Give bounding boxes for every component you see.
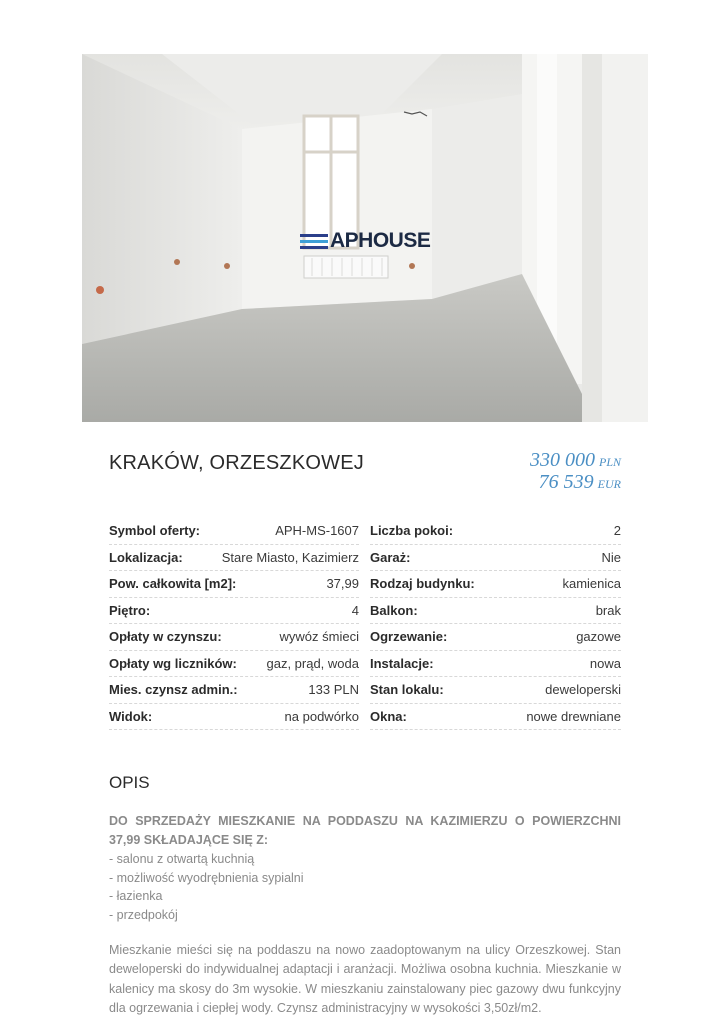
detail-label: Lokalizacja: [109, 549, 183, 565]
aphouse-logo [300, 230, 430, 252]
detail-value: brak [595, 602, 621, 618]
detail-row [370, 545, 621, 572]
detail-value: 4 [351, 602, 359, 618]
detail-row [109, 651, 359, 678]
detail-value: 37,99 [326, 576, 359, 592]
detail-row [370, 518, 621, 545]
price-eur-currency: EUR [597, 477, 621, 491]
detail-row [370, 571, 621, 598]
price-pln [530, 450, 621, 472]
logo-text: APHOUSE [330, 229, 431, 252]
detail-value: 133 PLN [308, 682, 359, 698]
detail-label: Mies. czynsz admin.: [109, 682, 238, 698]
detail-value: deweloperski [545, 682, 621, 698]
detail-value: APH-MS-1607 [275, 523, 359, 539]
detail-label: Piętro: [109, 602, 151, 618]
list-item: - łazienka [109, 889, 163, 903]
details-right-column [370, 518, 621, 730]
detail-value: wywóz śmieci [279, 629, 359, 645]
detail-value: nowe drewniane [526, 708, 621, 724]
detail-value: gazowe [576, 629, 621, 645]
detail-row [109, 571, 359, 598]
detail-label: Opłaty w czynszu: [109, 629, 222, 645]
description-heading: OPIS [109, 773, 150, 792]
detail-label: Garaż: [370, 549, 411, 565]
listing-title: KRAKÓW, ORZESZKOWEJ [109, 452, 364, 474]
detail-row [109, 624, 359, 651]
description-paragraph: Mieszkanie mieści się na poddaszu na nowo zaadoptowanym na ulicy Orzeszkowej. Stan deweloperski do indywidualnej adaptacji i aranżacji. Możliwa osobna kuchnia. Mieszkanie w kalenicy ma skosy do 3m wysokie. W mieszkaniu zainstalowany piec gazowy dwu funkcyjny dla ogrzewania i ciepłej wody. Czynsz administracyjny w wysokości 3,50zł/m2. [109, 943, 621, 1016]
detail-value: Stare Miasto, Kazimierz [221, 549, 359, 565]
detail-row [370, 704, 621, 731]
detail-value: nowa [589, 655, 621, 671]
detail-value: Nie [601, 549, 621, 565]
detail-row [370, 598, 621, 625]
detail-label: Opłaty wg liczników: [109, 655, 237, 671]
list-item: - możliwość wyodrębnienia sypialni [109, 870, 304, 885]
detail-label: Pow. całkowita [m2]: [109, 576, 237, 592]
detail-row [109, 704, 359, 731]
detail-label: Ogrzewanie: [370, 629, 448, 645]
price-pln-amount: 330 000 [529, 449, 595, 471]
detail-row [370, 651, 621, 678]
price-pln-currency: PLN [598, 455, 621, 469]
details-left-column [109, 518, 359, 730]
detail-row [370, 677, 621, 704]
detail-label: Okna: [370, 708, 407, 724]
detail-row [370, 624, 621, 651]
detail-row [109, 598, 359, 625]
price-block [530, 450, 621, 494]
price-eur [530, 472, 621, 494]
detail-value: na podwórko [284, 708, 359, 724]
detail-label: Instalacje: [370, 655, 434, 671]
detail-row [109, 518, 359, 545]
detail-label: Balkon: [370, 602, 418, 618]
detail-label: Liczba pokoi: [370, 523, 454, 539]
logo-bars-icon [300, 234, 328, 249]
description-lead: DO SPRZEDAŻY MIESZKANIE NA PODDASZU NA KAZIMIERZU O POWIERZCHNI 37,99 SKŁADAJĄCE SIĘ Z: [109, 814, 621, 847]
detail-label: Symbol oferty: [109, 523, 201, 539]
detail-row [109, 677, 359, 704]
detail-value: gaz, prąd, woda [266, 655, 359, 671]
detail-value: kamienica [562, 576, 621, 592]
detail-label: Widok: [109, 708, 153, 724]
price-eur-amount: 76 539 [538, 471, 594, 493]
listing-photo [82, 54, 648, 422]
description-list [109, 850, 304, 924]
list-item: - przedpokój [109, 907, 178, 922]
detail-value: 2 [613, 523, 621, 539]
detail-row [109, 545, 359, 572]
detail-label: Rodzaj budynku: [370, 576, 475, 592]
list-item: - salonu z otwartą kuchnią [109, 852, 255, 866]
detail-label: Stan lokalu: [370, 682, 444, 698]
